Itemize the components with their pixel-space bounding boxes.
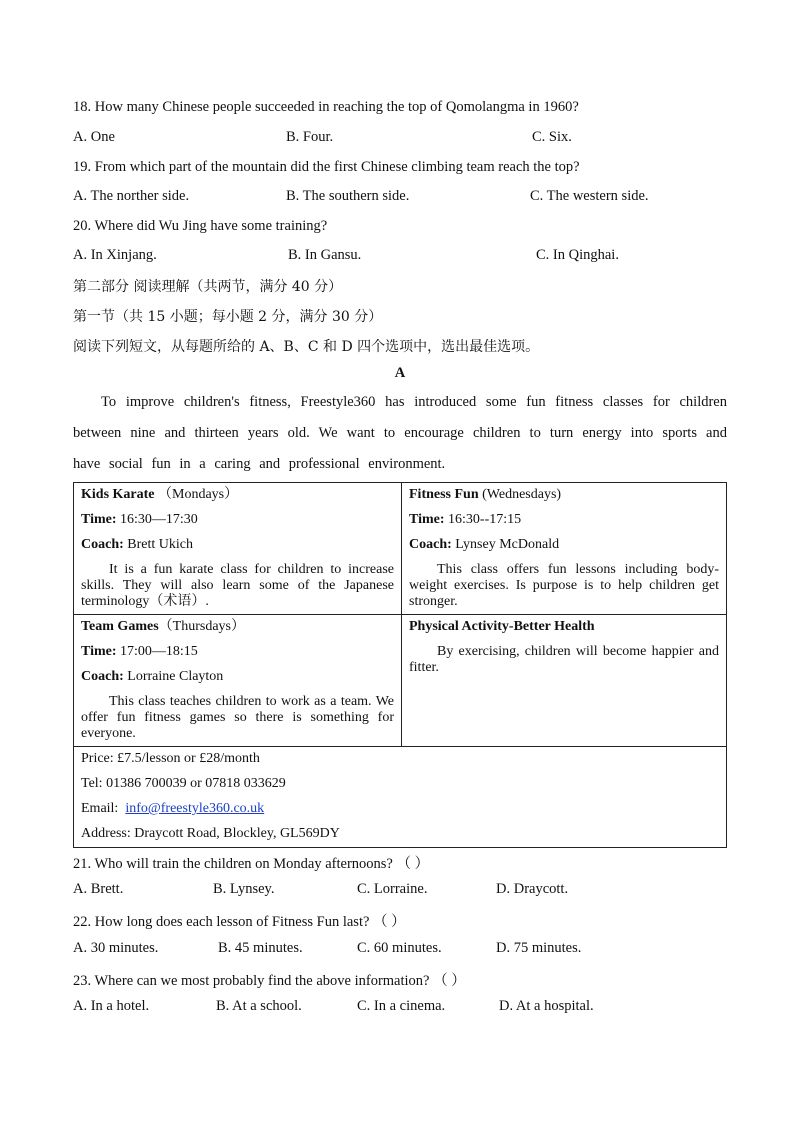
health-cell: [402, 615, 727, 747]
kids-karate-time-label: Time:: [81, 512, 117, 527]
kids-karate-coach: Brett Ukich: [127, 537, 193, 552]
fitness-fun-day: (Wednesdays): [482, 487, 562, 502]
q20-option-b: B. In Gansu.: [288, 247, 362, 263]
fitness-fun-description: This class offers fun lessons including body-weight exercises. Is purpose is to help children get stronger.: [409, 562, 719, 609]
question-23: 23. Where can we most probably find the above information? （ ）: [73, 973, 466, 989]
q18-option-b: B. Four.: [286, 129, 334, 145]
passage-intro-text: To improve children's fitness, Freestyle360 has introduced some fun fitness classes for children between nine and thirteen years old. We want to encourage children to turn energy into sports and have social fun in a caring and professional environment.: [73, 394, 727, 472]
team-games-coach-label: Coach:: [81, 669, 124, 684]
fitness-fun-cell: [402, 483, 727, 615]
section-instruction: 阅读下列短文，从每题所给的 A、B、C 和 D 四个选项中，选出最佳选项。: [73, 339, 540, 355]
q22-option-a: A. 30 minutes.: [73, 940, 159, 956]
kids-karate-description: It is a fun karate class for children to increase skills. They will also learn some of the Japanese terminology（术语）.: [81, 562, 394, 609]
section-part2-heading: 第二部分 阅读理解（共两节，满分 40 分）: [73, 279, 343, 295]
health-description: By exercising, children will become happier and fitter.: [409, 644, 719, 675]
q20-option-c: C. In Qinghai.: [536, 247, 619, 263]
q21-option-b: B. Lynsey.: [213, 881, 275, 897]
question-18: 18. How many Chinese people succeeded in reaching the top of Qomolangma in 1960?: [73, 99, 579, 115]
q23-option-b: B. At a school.: [216, 998, 302, 1014]
q23-option-c: C. In a cinema.: [357, 998, 446, 1014]
fitness-fun-time: 16:30--17:15: [448, 512, 522, 527]
team-games-time: 17:00—18:15: [120, 644, 198, 659]
q21-option-d: D. Draycott.: [496, 881, 569, 897]
kids-karate-time: 16:30—17:30: [120, 512, 198, 527]
address-line: Address: Draycott Road, Blockley, GL569DY: [81, 826, 340, 841]
question-20: 20. Where did Wu Jing have some training?: [73, 218, 328, 234]
passage-label: A: [394, 365, 406, 381]
q23-option-a: A. In a hotel.: [73, 998, 150, 1014]
q23-option-d: D. At a hospital.: [499, 998, 594, 1014]
question-22: 22. How long does each lesson of Fitness Fun last? （ ）: [73, 914, 406, 930]
kids-karate-name: Kids Karate: [81, 487, 155, 502]
fitness-fun-time-label: Time:: [409, 512, 445, 527]
email-label: Email:: [81, 801, 119, 816]
price-line: Price: £7.5/lesson or £28/month: [81, 751, 260, 766]
email-link[interactable]: info@freestyle360.co.uk: [125, 801, 265, 816]
q19-option-c: C. The western side.: [530, 188, 649, 204]
q19-option-b: B. The southern side.: [286, 188, 410, 204]
kids-karate-day: （Mondays）: [158, 487, 239, 502]
team-games-name: Team Games: [81, 619, 159, 634]
q19-option-a: A. The norther side.: [73, 188, 190, 204]
q22-option-b: B. 45 minutes.: [218, 940, 303, 956]
q21-option-c: C. Lorraine.: [357, 881, 428, 897]
question-19: 19. From which part of the mountain did the first Chinese climbing team reach the top?: [73, 159, 580, 175]
q18-option-c: C. Six.: [532, 129, 572, 145]
tel-line: Tel: 01386 700039 or 07818 033629: [81, 776, 286, 791]
section-sub1-heading: 第一节（共 15 小题；每小题 2 分，满分 30 分）: [73, 309, 383, 325]
health-title: Physical Activity-Better Health: [409, 619, 595, 634]
kids-karate-cell: [74, 483, 402, 615]
q22-option-d: D. 75 minutes.: [496, 940, 582, 956]
team-games-coach: Lorraine Clayton: [127, 669, 224, 684]
fitness-fun-coach: Lynsey McDonald: [455, 537, 560, 552]
fitness-fun-coach-label: Coach:: [409, 537, 452, 552]
kids-karate-coach-label: Coach:: [81, 537, 124, 552]
class-schedule-table: [73, 482, 727, 848]
fitness-fun-name: Fitness Fun: [409, 487, 479, 502]
q21-option-a: A. Brett.: [73, 881, 124, 897]
q18-option-a: A. One: [73, 129, 115, 145]
passage-intro: [73, 387, 727, 480]
team-games-description: This class teaches children to work as a team. We offer fun fitness games so there is something for everyone.: [81, 694, 394, 741]
q22-option-c: C. 60 minutes.: [357, 940, 442, 956]
question-21: 21. Who will train the children on Monday afternoons? （ ）: [73, 856, 430, 872]
team-games-cell: [74, 615, 402, 747]
q20-option-a: A. In Xinjang.: [73, 247, 157, 263]
contact-cell: [74, 747, 727, 848]
team-games-time-label: Time:: [81, 644, 117, 659]
team-games-day: （Thursdays）: [158, 619, 245, 634]
